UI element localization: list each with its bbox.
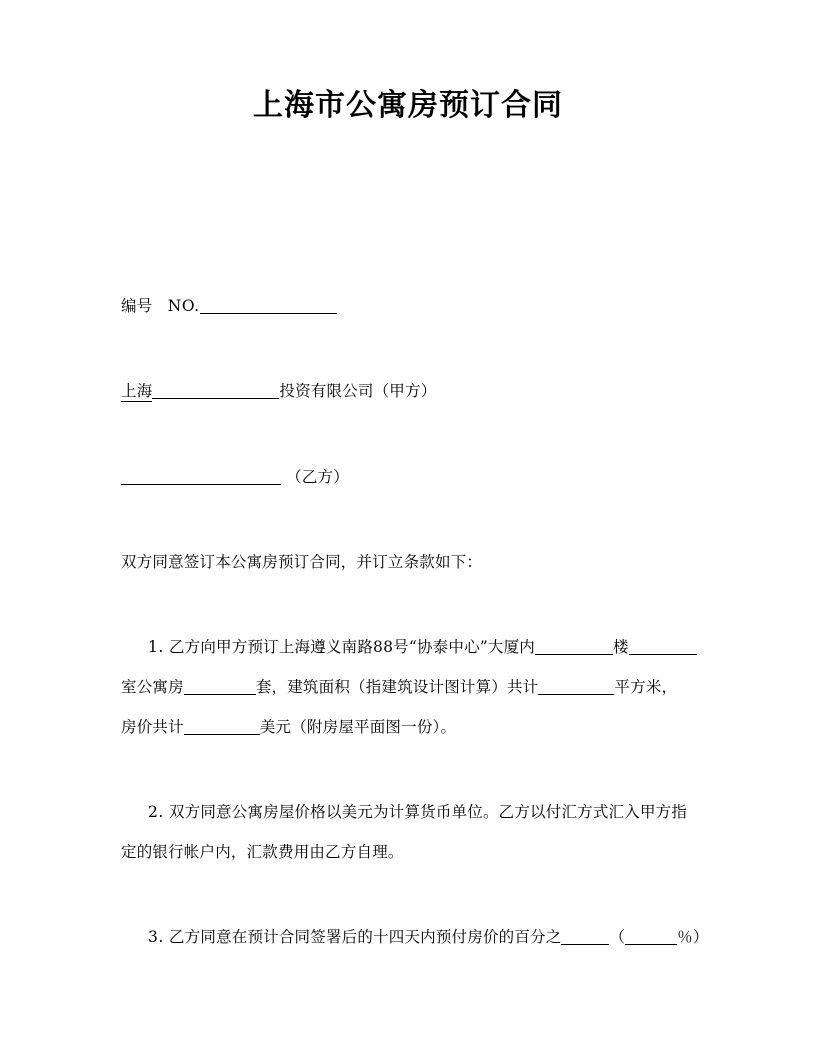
intro-paragraph: 双方同意签订本公寓房预订合同，并订立条款如下： xyxy=(121,553,483,571)
serial-number-label-en: NO. xyxy=(167,297,200,315)
clause-1-text-1: 乙方向甲方预订上海遵义南路88号“协泰中心”大厦内 xyxy=(168,638,536,656)
clause-1-line-2 xyxy=(121,667,699,707)
clause-3-percent-num-blank[interactable] xyxy=(625,928,677,945)
clause-1-text-2: 楼 xyxy=(613,638,629,656)
clause-1-suite-count-blank[interactable] xyxy=(184,678,256,695)
party-a-city-prefix: 上海 xyxy=(121,382,153,400)
party-b-line xyxy=(121,457,699,497)
clause-3-line-1 xyxy=(121,917,709,957)
clause-1-text-5: 平方米， xyxy=(614,678,678,696)
party-a-line xyxy=(121,371,699,411)
page-title: 上海市公寓房预订合同 xyxy=(253,88,563,123)
serial-number-line xyxy=(121,286,699,326)
clause-2-number: 2. xyxy=(148,803,164,821)
party-a-suffix-label: 投资有限公司（甲方） xyxy=(279,382,437,400)
clause-1-text-4: 套，建筑面积（指建筑设计图计算）共计 xyxy=(255,678,539,696)
serial-number-blank[interactable] xyxy=(200,297,337,314)
clause-3-number: 3. xyxy=(148,928,164,946)
clause-3-text-2: （ xyxy=(609,928,626,946)
clause-1-text-7: 美元（附房屋平面图一份）。 xyxy=(259,718,457,736)
clause-1-text-3: 室公寓房 xyxy=(121,678,184,696)
party-a-name-blank[interactable] xyxy=(152,382,279,399)
clause-1-room-blank[interactable] xyxy=(629,638,697,655)
clause-2-text-1: 双方同意公寓房屋价格以美元为计算货币单位。乙方以付汇方式汇入甲方指 xyxy=(168,803,688,821)
clause-1-area-blank[interactable] xyxy=(538,678,614,695)
clause-3-text-3: ％） xyxy=(677,928,709,946)
clause-1-line-3 xyxy=(121,707,699,747)
party-b-suffix-label: （乙方） xyxy=(286,468,349,486)
clause-1-floor-blank[interactable] xyxy=(535,638,613,655)
clause-2-text-2: 定的银行帐户内，汇款费用由乙方自理。 xyxy=(121,843,404,861)
document-body xyxy=(121,286,709,957)
clause-1-text-6: 房价共计 xyxy=(121,718,184,736)
serial-number-label-cn: 编号 xyxy=(121,297,153,315)
clause-2-line-2 xyxy=(121,832,699,872)
clause-2-line-1 xyxy=(121,792,699,832)
clause-1-line-1 xyxy=(121,627,699,667)
clause-1-number: 1. xyxy=(148,638,164,656)
party-b-name-blank[interactable] xyxy=(121,468,281,485)
clause-3-text-1: 乙方同意在预计合同签署后的十四天内预付房价的百分之 xyxy=(168,928,562,946)
clause-1-price-blank[interactable] xyxy=(184,718,260,735)
clause-3-percent-cn-blank[interactable] xyxy=(561,928,609,945)
